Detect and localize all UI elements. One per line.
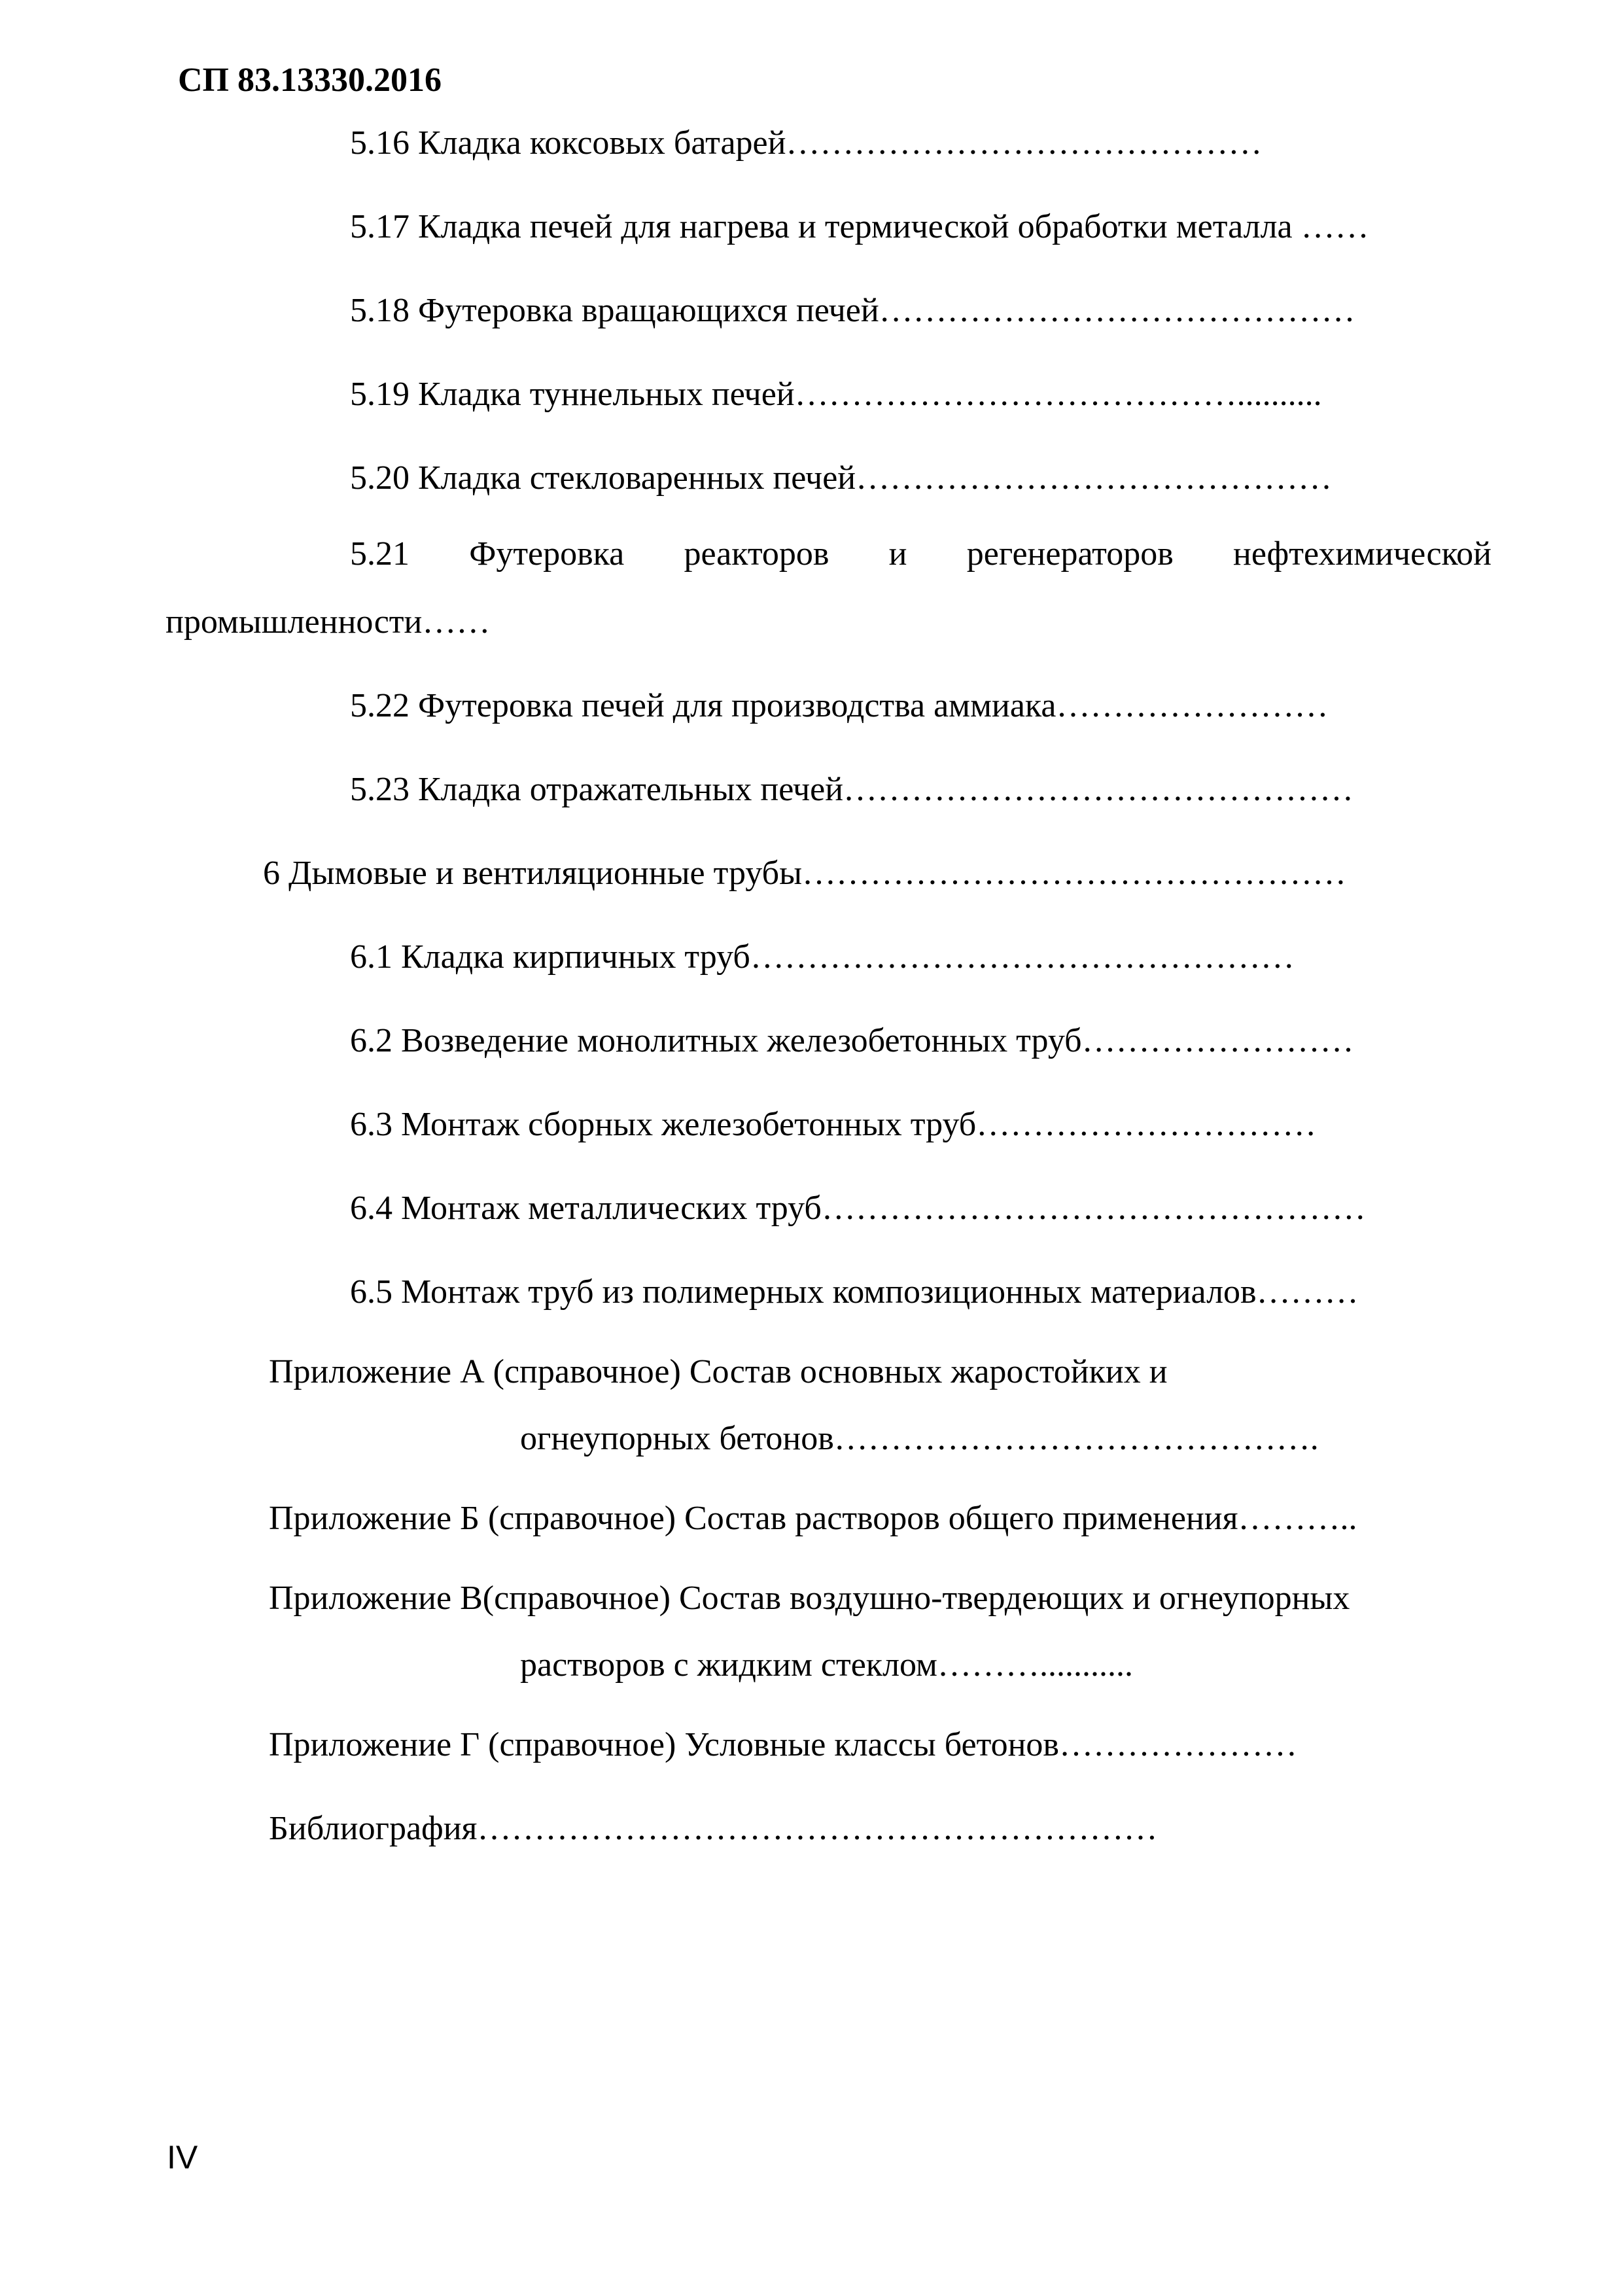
- toc-entry-appendix-a: Приложение А (справочное) Состав основных жаростойких и: [269, 1353, 1168, 1390]
- toc-entry-5-21-word: 5.21: [350, 535, 410, 573]
- toc-entry-5-20: 5.20 Кладка стекловаренных печей……………………………………: [350, 459, 1333, 497]
- toc-entry-5-22: 5.22 Футеровка печей для производства аммиака……………………: [350, 687, 1329, 724]
- toc-entry-5-18: 5.18 Футеровка вращающихся печей……………………………………: [350, 292, 1355, 329]
- toc-entry-6-3: 6.3 Монтаж сборных железобетонных труб…………………………: [350, 1106, 1317, 1143]
- toc-entry-6-1: 6.1 Кладка кирпичных труб…………………………………………: [350, 938, 1295, 976]
- toc-entry-5-21-word: нефтехимической: [1233, 535, 1492, 573]
- toc-entry-appendix-v: Приложение В(справочное) Состав воздушно-твердеющих и огнеупорных: [269, 1580, 1350, 1617]
- toc-entry-5-21-word: и: [888, 535, 907, 573]
- toc-entry-5-16: 5.16 Кладка коксовых батарей……………………………………: [350, 124, 1263, 162]
- toc-entry-5-21-word: Футеровка: [469, 535, 625, 573]
- toc-entry-5-21: [350, 534, 1492, 574]
- toc-entry-5-23: 5.23 Кладка отражательных печей………………………………………: [350, 771, 1354, 808]
- toc-entry-bibliography: Библиография……………………………………………………: [269, 1810, 1158, 1847]
- toc-entry-6-2: 6.2 Возведение монолитных железобетонных труб……………………: [350, 1022, 1354, 1059]
- toc-entry-5-21-word: регенераторов: [966, 535, 1174, 573]
- toc-entry-appendix-a-continuation: огнеупорных бетонов…………………………………….: [520, 1420, 1319, 1457]
- toc-entry-appendix-b: Приложение Б (справочное) Состав растворов общего применения………..: [269, 1500, 1357, 1537]
- toc-entry-5-21-continuation: промышленности……: [166, 603, 491, 641]
- toc-entry-5-17: 5.17 Кладка печей для нагрева и термической обработки металла ……: [350, 208, 1369, 245]
- toc-entry-6: 6 Дымовые и вентиляционные трубы…………………………………………: [263, 855, 1347, 892]
- toc-entry-appendix-v-continuation: растворов с жидким стеклом………...........: [520, 1646, 1133, 1684]
- toc-entry-6-5: 6.5 Монтаж труб из полимерных композиционных материалов………: [350, 1273, 1359, 1311]
- toc-entry-5-19: 5.19 Кладка туннельных печей…………………………………..........: [350, 376, 1322, 413]
- toc-entry-5-21-word: реакторов: [684, 535, 829, 573]
- toc-entry-appendix-g: Приложение Г (справочное) Условные классы бетонов…………………: [269, 1726, 1297, 1763]
- toc-entry-6-4: 6.4 Монтаж металлических труб…………………………………………: [350, 1190, 1366, 1227]
- page-number: IV: [167, 2139, 198, 2176]
- document-code: СП 83.13330.2016: [178, 62, 442, 99]
